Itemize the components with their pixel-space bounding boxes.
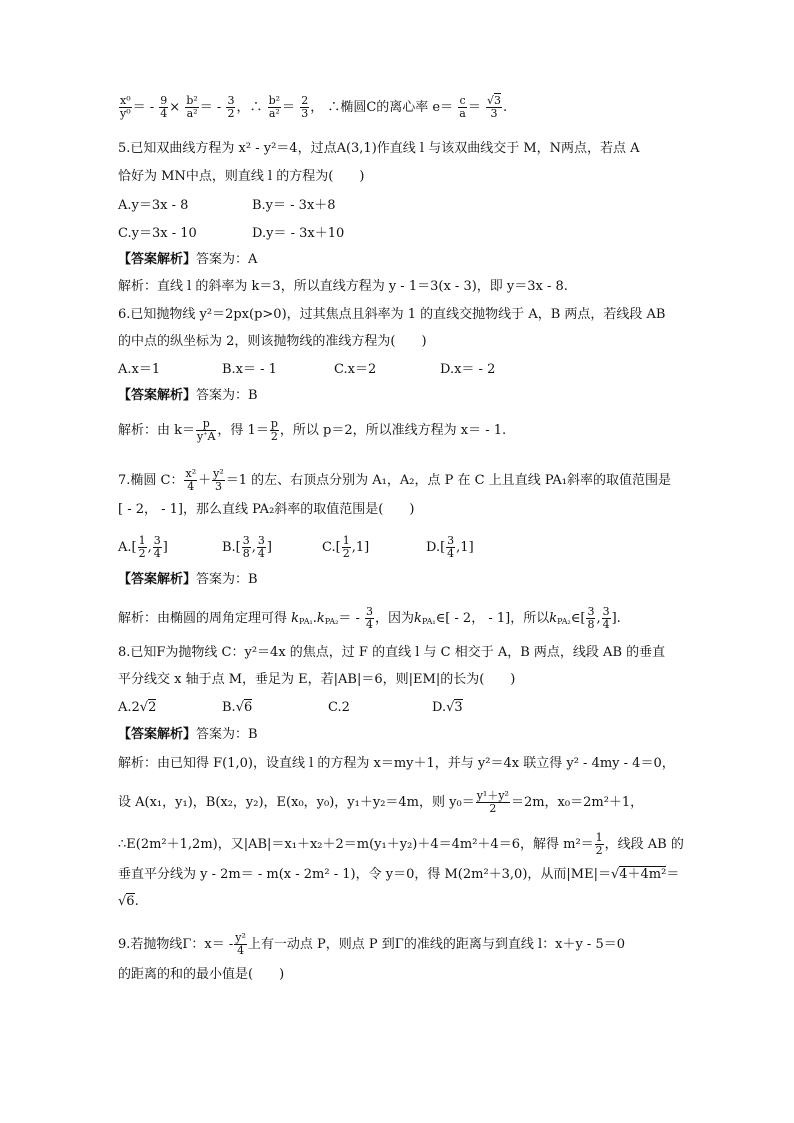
q7-answer — [118, 571, 258, 589]
q5-option-d: D.y＝ - 3x＋10 — [252, 226, 345, 241]
q6-option-a: A.x＝1 — [118, 362, 161, 377]
answer-label: 【答案解析】 — [118, 727, 197, 742]
q6-answer — [118, 387, 258, 405]
q7-stem-line1: 7.椭圆 C： $\frac{\text{x²}}{4}$ ＋ $\frac{\text{y²}}{3}$ ＝1 的左、右顶点分别为 A₁，A₂，点 P 在 C 上且直线 PA₁斜率的取值范围是 — [118, 467, 671, 493]
answer-label: 【答案解析】 — [118, 388, 197, 403]
q5-option-a: A.y＝3x - 8 — [118, 198, 189, 213]
q7-option-a: A.[ $\frac{1}{2}$ , $\frac{3}{4}$ ] — [118, 534, 168, 560]
q8-option-d: D.√3 — [432, 700, 463, 715]
q6-stem-line2: 的中点的纵坐标为 2，则该抛物线的准线方程为( ) — [118, 334, 427, 349]
q8-explanation-line4: 垂直平分线为 y - 2m＝ - m(x - 2m² - 1)，令 y＝0，得 M(2m²＋3,0)，从而|ME|＝√4＋4m²＝ — [118, 867, 680, 882]
q6-explanation: 解析：由 k＝ $\frac{p}{y^{_+}A}$ ，得 1＝ $\frac{p}{2}$ ，所以 p＝2，所以准线方程为 x＝ - 1. — [118, 417, 507, 443]
q8-stem-line1: 8.已知F为抛物线 C：y²＝4x 的焦点，过 F 的直线 l 与 C 相交于 A，B 两点，线段 AB 的垂直 — [118, 645, 666, 660]
q8-explanation-line3: ∴E(2m²＋1,2m)，又|AB|＝x₁＋x₂＋2＝m(y₁＋y₂)＋4＝4m²＋4＝6，解得 m²＝ $\frac{1}{2}$ ，线段 AB 的 — [118, 831, 684, 857]
answer-value: 答案为：B — [196, 727, 258, 742]
q8-explanation-line1: 解析：由已知得 F(1,0)，设直线 l 的方程为 x＝my＋1，并与 y²＝4x 联立得 y² - 4my - 4＝0， — [118, 756, 675, 771]
top-formula-line: $\frac{\text{x⁰}}{\text{y⁰}}$ ＝ - $\frac{9}{4}$ × $\frac{\text{b²}}{\text{a²}}$ ＝ - $\frac{3}{2}$ ，∴ $\frac{\text{b²}}{\text{a²}}$ ＝ $\frac{2}{3}$ ， ∴椭圆C的离心率 e＝ $\frac{c}{a}$ ＝ $\frac{√3}{3}$ . — [120, 94, 508, 120]
answer-value: 答案为：B — [196, 572, 258, 587]
q7-option-d: D.[ $\frac{3}{4}$ ,1] — [426, 534, 474, 560]
q8-option-c: C.2 — [328, 700, 350, 715]
q8-explanation-line2: 设 A(x₁，y₁)，B(x₂，y₂)，E(x₀，y₀)，y₁＋y₂＝4m，则 y₀＝ $\frac{\text{y¹＋y²}}{2}$ ＝2m，x₀＝2m²＋1， — [118, 789, 644, 815]
q9-stem-line2: 的距离的和的最小值是( ) — [118, 967, 285, 982]
answer-label: 【答案解析】 — [118, 572, 197, 587]
q6-stem-line1: 6.已知抛物线 y²＝2px(p>0)，过其焦点且斜率为 1 的直线交抛物线于 A，B 两点，若线段 AB — [118, 307, 666, 322]
q9-stem-line1: 9.若抛物线Γ：x＝ - $\frac{\text{y²}}{4}$ 上有一动点 P，则点 P 到Γ的准线的距离与到直线 l：x＋y - 5＝0 — [118, 931, 625, 957]
q5-stem-line1: 5.已知双曲线方程为 x² - y²＝4，过点A(3,1)作直线 l 与该双曲线交于 M，N两点，若点 A — [118, 141, 640, 156]
q8-answer — [118, 726, 258, 744]
q7-explanation: 解析：由椭圆的周角定理可得 $k_{PA_1}.k_{PA_2}=$ - $\frac{3}{4}$ ，因为$k_{PA_1}\in[ - 2$， - 1]，所以$k_{PA_2}\in$[ $\frac{3}{8}$ , $\frac{3}{4}$ ]. — [118, 605, 621, 631]
q6-option-d: D.x＝ - 2 — [440, 362, 496, 377]
q8-explanation-line5: √6. — [118, 894, 139, 909]
answer-label: 【答案解析】 — [118, 252, 197, 267]
q7-option-b: B.[ $\frac{3}{8}$ , $\frac{3}{4}$ ] — [222, 534, 272, 560]
q5-stem-line2: 恰好为 MN中点，则直线 l 的方程为( ) — [118, 169, 365, 184]
q5-option-b: B.y＝ - 3x＋8 — [252, 198, 336, 213]
q7-option-c: C.[ $\frac{1}{2}$ ,1] — [322, 534, 370, 560]
q7-stem-line2: [ - 2， - 1]，那么直线 PA₂斜率的取值范围是( ) — [118, 502, 415, 517]
q5-explanation: 解析：直线 l 的斜率为 k＝3，所以直线方程为 y - 1＝3(x - 3)，即 y＝3x - 8. — [118, 279, 568, 294]
q8-stem-line2: 平分线交 x 轴于点 M，垂足为 E，若|AB|＝6，则|EM|的长为( ) — [118, 672, 516, 687]
answer-value: 答案为：A — [196, 252, 258, 267]
frac-x0-y0: $\frac{\text{x⁰}}{\text{y⁰}}$ — [120, 94, 131, 120]
q5-answer — [118, 251, 257, 269]
q6-option-c: C.x＝2 — [334, 362, 377, 377]
q6-option-b: B.x＝ - 1 — [222, 362, 277, 377]
q8-option-b: B.√6 — [222, 700, 253, 715]
q5-option-c: C.y＝3x - 10 — [118, 226, 197, 241]
q8-option-a: A.2√2 — [118, 700, 157, 715]
eccentricity-text: ∴椭圆C的离心率 — [327, 100, 429, 115]
answer-value: 答案为：B — [196, 388, 258, 403]
